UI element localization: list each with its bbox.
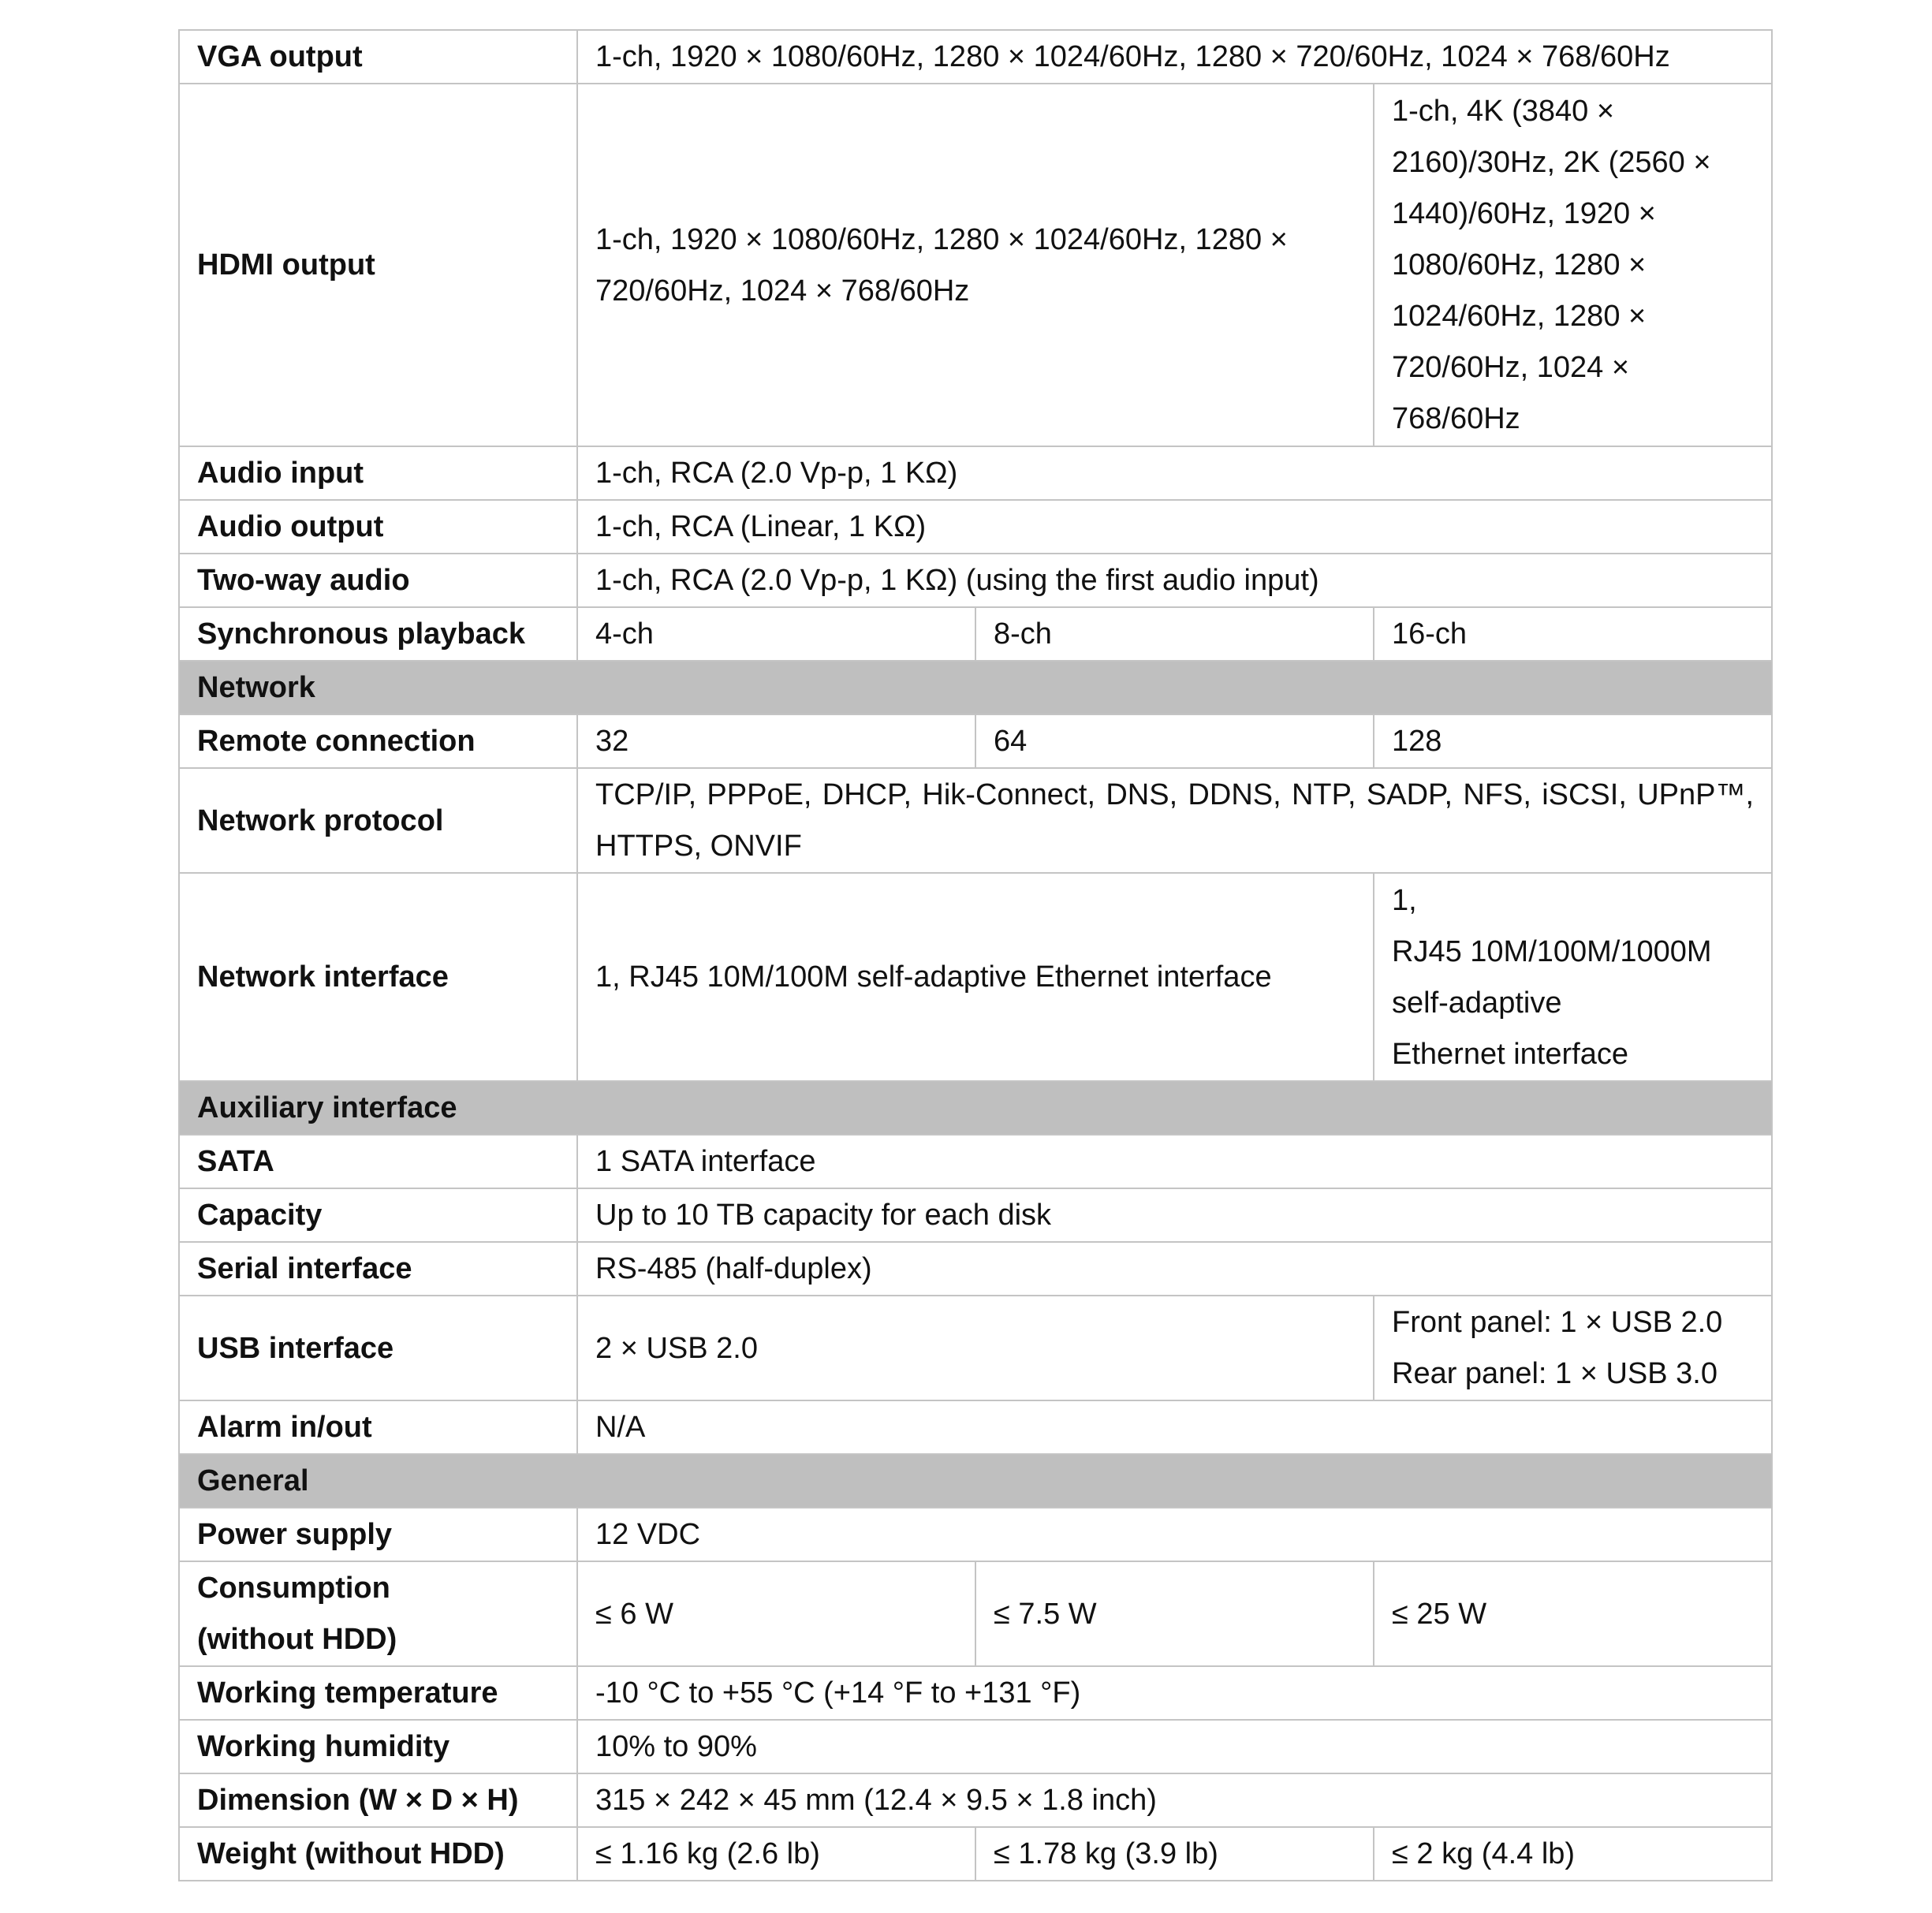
row-network-interface: [179, 873, 1772, 1081]
row-two-way-audio: [179, 554, 1772, 607]
value-working-temperature: -10 °C to +55 °C (+14 °F to +131 °F): [577, 1666, 1772, 1720]
value-network-interface-b-line3: self-adaptive: [1392, 986, 1562, 1020]
label-working-humidity: Working humidity: [179, 1720, 577, 1773]
value-capacity: Up to 10 TB capacity for each disk: [577, 1188, 1772, 1242]
label-dimension: Dimension (W × D × H): [179, 1773, 577, 1827]
value-synchronous-playback-2: 8-ch: [975, 607, 1374, 661]
row-weight: [179, 1827, 1772, 1881]
label-power-supply: Power supply: [179, 1508, 577, 1561]
section-title-general: General: [179, 1454, 1772, 1508]
label-audio-input: Audio input: [179, 446, 577, 500]
value-weight-3: ≤ 2 kg (4.4 lb): [1374, 1827, 1772, 1881]
value-consumption-2: ≤ 7.5 W: [975, 1561, 1374, 1666]
value-network-protocol: TCP/IP, PPPoE, DHCP, Hik-Connect, DNS, DDNS, NTP, SADP, NFS, iSCSI, UPnP™, HTTPS, ONVIF: [577, 768, 1772, 873]
value-hdmi-output-a: 1-ch, 1920 × 1080/60Hz, 1280 × 1024/60Hz, 1280 × 720/60Hz, 1024 × 768/60Hz: [577, 84, 1374, 446]
label-network-protocol: Network protocol: [179, 768, 577, 873]
row-synchronous-playback: [179, 607, 1772, 661]
row-sata: [179, 1135, 1772, 1188]
value-synchronous-playback-1: 4-ch: [577, 607, 975, 661]
value-network-interface-b: [1374, 873, 1772, 1081]
label-alarm-in-out: Alarm in/out: [179, 1400, 577, 1454]
value-dimension: 315 × 242 × 45 mm (12.4 × 9.5 × 1.8 inch): [577, 1773, 1772, 1827]
value-synchronous-playback-3: 16-ch: [1374, 607, 1772, 661]
row-dimension: [179, 1773, 1772, 1827]
section-auxiliary-interface: [179, 1081, 1772, 1135]
value-sata: 1 SATA interface: [577, 1135, 1772, 1188]
label-two-way-audio: Two-way audio: [179, 554, 577, 607]
section-general: [179, 1454, 1772, 1508]
row-audio-input: [179, 446, 1772, 500]
row-power-supply: [179, 1508, 1772, 1561]
value-remote-connection-1: 32: [577, 714, 975, 768]
value-weight-1: ≤ 1.16 kg (2.6 lb): [577, 1827, 975, 1881]
value-usb-interface-a: 2 × USB 2.0: [577, 1296, 1374, 1400]
label-vga-output: VGA output: [179, 30, 577, 84]
spec-table: [178, 29, 1773, 1881]
row-consumption: [179, 1561, 1772, 1666]
row-hdmi-output: [179, 84, 1772, 446]
value-remote-connection-2: 64: [975, 714, 1374, 768]
label-usb-interface: USB interface: [179, 1296, 577, 1400]
label-capacity: Capacity: [179, 1188, 577, 1242]
value-network-interface-a: 1, RJ45 10M/100M self-adaptive Ethernet interface: [577, 873, 1374, 1081]
label-sata: SATA: [179, 1135, 577, 1188]
section-title-auxiliary-interface: Auxiliary interface: [179, 1081, 1772, 1135]
value-network-interface-b-line2: RJ45 10M/100M/1000M: [1392, 934, 1712, 968]
row-serial-interface: [179, 1242, 1772, 1296]
value-serial-interface: RS-485 (half-duplex): [577, 1242, 1772, 1296]
label-network-interface: Network interface: [179, 873, 577, 1081]
row-working-temperature: [179, 1666, 1772, 1720]
label-consumption-line2: (without HDD): [197, 1623, 397, 1656]
row-working-humidity: [179, 1720, 1772, 1773]
row-audio-output: [179, 500, 1772, 554]
label-consumption: [179, 1561, 577, 1666]
label-consumption-line1: Consumption: [197, 1572, 390, 1605]
value-consumption-3: ≤ 25 W: [1374, 1561, 1772, 1666]
value-hdmi-output-b: 1-ch, 4K (3840 × 2160)/30Hz, 2K (2560 × 1440)/60Hz, 1920 × 1080/60Hz, 1280 × 1024/60Hz, 1280 × 720/60Hz, 1024 × 768/60Hz: [1374, 84, 1772, 446]
value-usb-interface-b-line1: Front panel: 1 × USB 2.0: [1392, 1306, 1723, 1339]
value-remote-connection-3: 128: [1374, 714, 1772, 768]
value-audio-output: 1-ch, RCA (Linear, 1 KΩ): [577, 500, 1772, 554]
label-working-temperature: Working temperature: [179, 1666, 577, 1720]
row-remote-connection: [179, 714, 1772, 768]
value-consumption-1: ≤ 6 W: [577, 1561, 975, 1666]
row-network-protocol: [179, 768, 1772, 873]
value-weight-2: ≤ 1.78 kg (3.9 lb): [975, 1827, 1374, 1881]
value-network-interface-b-line1: 1,: [1392, 883, 1417, 917]
label-serial-interface: Serial interface: [179, 1242, 577, 1296]
section-network: [179, 661, 1772, 714]
label-hdmi-output: HDMI output: [179, 84, 577, 446]
value-usb-interface-b: [1374, 1296, 1772, 1400]
row-vga-output: [179, 30, 1772, 84]
label-remote-connection: Remote connection: [179, 714, 577, 768]
row-capacity: [179, 1188, 1772, 1242]
row-usb-interface: [179, 1296, 1772, 1400]
value-audio-input: 1-ch, RCA (2.0 Vp-p, 1 KΩ): [577, 446, 1772, 500]
label-weight: Weight (without HDD): [179, 1827, 577, 1881]
value-vga-output: 1-ch, 1920 × 1080/60Hz, 1280 × 1024/60Hz, 1280 × 720/60Hz, 1024 × 768/60Hz: [577, 30, 1772, 84]
value-power-supply: 12 VDC: [577, 1508, 1772, 1561]
label-synchronous-playback: Synchronous playback: [179, 607, 577, 661]
section-title-network: Network: [179, 661, 1772, 714]
value-working-humidity: 10% to 90%: [577, 1720, 1772, 1773]
value-alarm-in-out: N/A: [577, 1400, 1772, 1454]
label-audio-output: Audio output: [179, 500, 577, 554]
value-network-interface-b-line4: Ethernet interface: [1392, 1037, 1628, 1071]
value-usb-interface-b-line2: Rear panel: 1 × USB 3.0: [1392, 1357, 1718, 1390]
row-alarm-in-out: [179, 1400, 1772, 1454]
value-two-way-audio: 1-ch, RCA (2.0 Vp-p, 1 KΩ) (using the first audio input): [577, 554, 1772, 607]
